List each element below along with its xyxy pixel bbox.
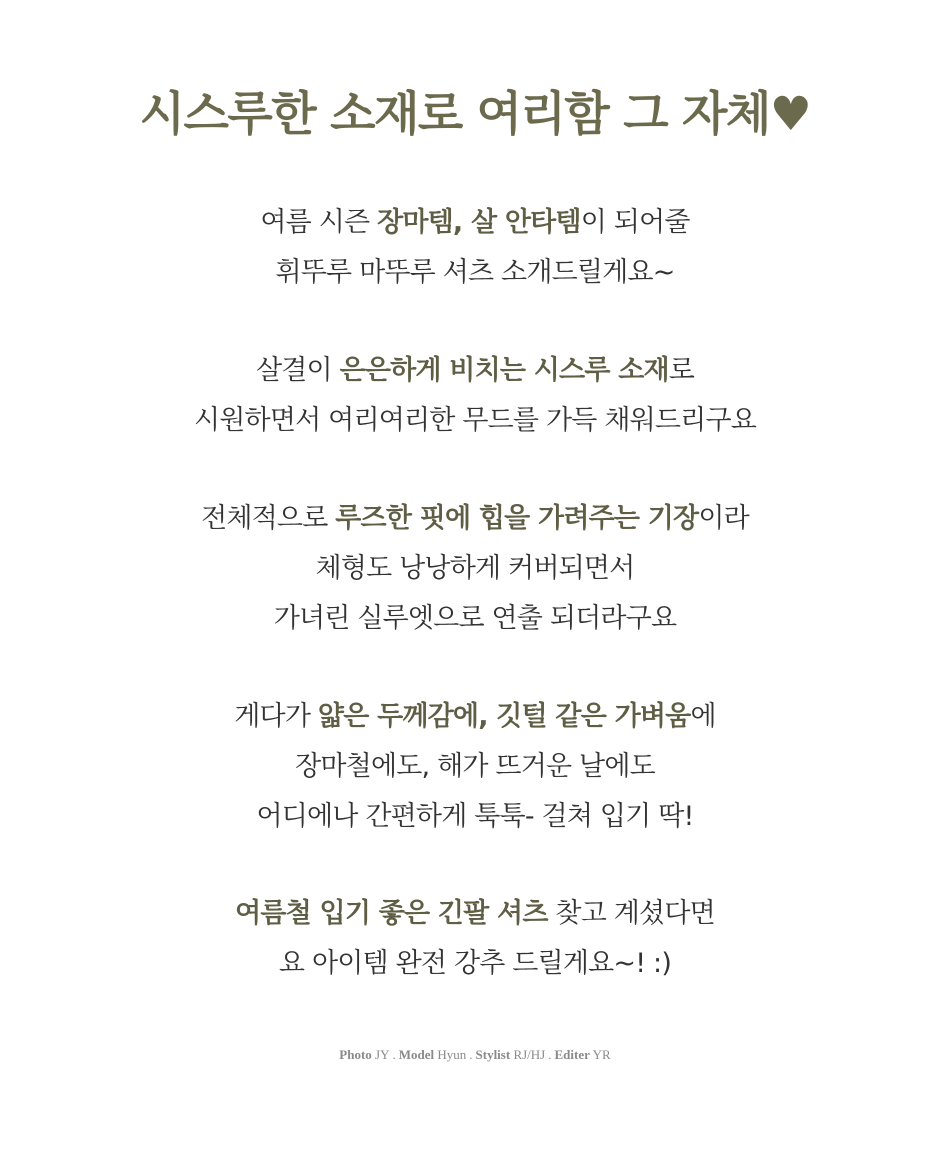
paragraph-material bbox=[0, 346, 950, 446]
body-text: 요 아이템 완전 강추 드릴게요~! :) bbox=[278, 948, 672, 979]
text-line bbox=[0, 396, 950, 446]
page-title: 시스루한 소재로 여리함 그 자체♥ bbox=[139, 87, 811, 142]
paragraph-intro bbox=[0, 198, 950, 298]
text-line bbox=[0, 939, 950, 989]
text-line bbox=[0, 742, 950, 792]
text-line bbox=[0, 346, 950, 396]
credit-label: Editer bbox=[554, 1047, 590, 1062]
body-text: 장마철에도, 해가 뜨거운 날에도 bbox=[295, 751, 655, 782]
paragraph-recommendation bbox=[0, 889, 950, 989]
highlight-text: 장마템, 살 안타템 bbox=[377, 207, 581, 238]
body-text: 로 bbox=[668, 355, 695, 386]
credit-label: Model bbox=[398, 1047, 435, 1062]
text-line bbox=[0, 248, 950, 298]
credit-value: JY bbox=[375, 1047, 390, 1062]
body-text: 가녀린 실루엣으로 연출 되더라구요 bbox=[273, 603, 677, 634]
text-line bbox=[0, 198, 950, 248]
body-text: 에 bbox=[690, 701, 716, 732]
highlight-text: 은은하게 비치는 시스루 소재 bbox=[339, 355, 669, 386]
credit-separator: . bbox=[469, 1047, 473, 1062]
text-line bbox=[0, 692, 950, 742]
highlight-text: 여름철 입기 좋은 긴팔 셔츠 bbox=[235, 898, 548, 929]
credit-label: Photo bbox=[339, 1047, 372, 1062]
text-line bbox=[0, 494, 950, 544]
body-text: 이라 bbox=[698, 503, 749, 534]
body-text: 휘뚜루 마뚜루 셔츠 소개드릴게요~ bbox=[275, 257, 675, 288]
photo-credits bbox=[0, 1044, 950, 1066]
credit-value: Hyun bbox=[437, 1047, 467, 1062]
highlight-text: 얇은 두께감에, 깃털 같은 가벼움 bbox=[317, 701, 691, 732]
text-line bbox=[0, 889, 950, 939]
credit-label: Stylist bbox=[475, 1047, 511, 1062]
text-line bbox=[0, 544, 950, 594]
paragraph-fit bbox=[0, 494, 950, 644]
text-line bbox=[0, 594, 950, 644]
body-text: 게다가 bbox=[234, 701, 318, 732]
credit-value: YR bbox=[592, 1047, 611, 1062]
body-text: 전체적으로 bbox=[201, 503, 336, 534]
paragraph-weight bbox=[0, 692, 950, 842]
body-text: 여름 시즌 bbox=[260, 207, 378, 238]
body-text: 이 되어줄 bbox=[580, 207, 690, 238]
body-text: 체형도 낭낭하게 커버되면서 bbox=[315, 553, 635, 584]
credit-separator: . bbox=[392, 1047, 396, 1062]
body-text: 어디에나 간편하게 툭툭- 걸쳐 입기 딱! bbox=[256, 801, 694, 832]
body-text: 시원하면서 여리여리한 무드를 가득 채워드리구요 bbox=[193, 405, 757, 436]
credit-value: RJ/HJ bbox=[513, 1047, 546, 1062]
body-text: 살결이 bbox=[255, 355, 340, 386]
body-text: 찾고 계셨다면 bbox=[547, 898, 715, 929]
text-line bbox=[0, 792, 950, 842]
credit-separator: . bbox=[548, 1047, 552, 1062]
highlight-text: 루즈한 핏에 힙을 가려주는 기장 bbox=[335, 503, 699, 534]
